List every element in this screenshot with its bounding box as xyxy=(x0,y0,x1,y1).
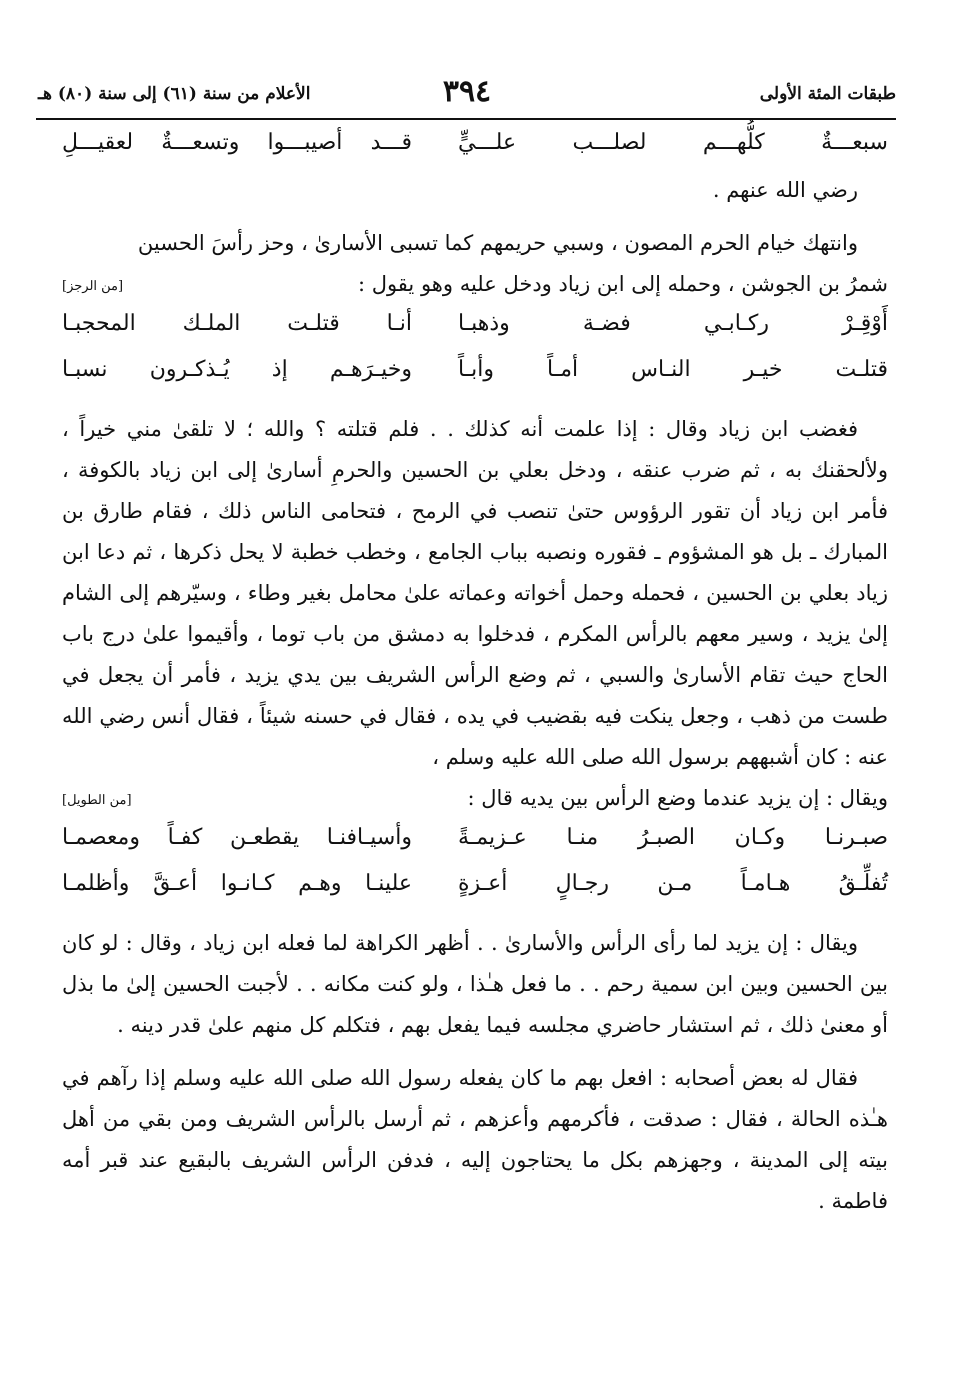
paragraph-with-meter xyxy=(62,264,888,305)
verse-first-hemistich: صبـرنـا وكـان الصبـرُ منـا عـزيمـةً xyxy=(458,825,888,850)
paragraph-with-meter xyxy=(62,778,888,819)
verse-line xyxy=(62,819,888,865)
paragraph: فقال له بعض أصحابه : افعل بهم ما كان يفعله رسول الله صلى الله عليه وسلم إذا رآهم في هـٰذه الحالة ، فقال : صدقت ، فأكرمهم وأعزهم ، ثم أرسل بالرأس الشريف ومن بقي من أهل بيته إلى المدينة ، وجهزهم بكل ما يحتاجون إليه ، فدفن الرأس الشريف بالبقيع عند قبر أمه فاطمة . xyxy=(62,1066,888,1213)
verse-second-hemistich: وخيـرَهـم إذ يُـذكـرون نسبـا xyxy=(62,357,412,382)
paragraph: وانتهك خيام الحرم المصون ، وسبي حريمهم كما تسبى الأسارىٰ ، وحز رأسَ الحسين xyxy=(137,231,858,255)
meter-label: [من الطويل] xyxy=(62,793,132,808)
book-title: طبقات المئة الأولى xyxy=(759,84,896,104)
meter-label: [من الرجز] xyxy=(62,279,124,294)
paragraph: فغضب ابن زياد وقال : إذا علمت أنه كذلك . . فلم قتلته ؟ والله ؛ لا تلقىٰ مني خيراً ، ولألحقنك به ، ثم ضرب عنقه ، ودخل بعلي بن الحسين والحرمِ أسارىٰ إلى ابن زياد بالكوفة ، فأمر ابن زياد أن تقور الرؤوس حتىٰ تنصب في الرمح ، فتحامى الناس ذلك ، فقام طارق بن المبارك ـ بل هو المشؤوم ـ فقوره ونصبه بباب الجامع ، وخطب خطبة لا يحل ذكرها ، ثم دعا ابن زياد بعلي بن الحسين ، فحمله وحمل أخواته وعماته علىٰ محامل بغير وطاء ، وسيّرهم إلى الشام إلىٰ يزيد ، وسير معهم بالرأس المكرم ، فدخلوا به دمشق من باب توما ، وأقيموا علىٰ درج باب الحاج حيث تقام الأسارىٰ والسبي ، ثم وضع الرأس الشريف بين يدي يزيد ، فأمر أن يجعل في طست من ذهب ، وجعل ينكت فيه بقضيب في يده ، فقال في حسنه شيئاً ، فقال أنس رضي الله عنه : كان أشبههم برسول الله صلى الله عليه وسلم ، xyxy=(62,417,888,769)
verse-first-hemistich: تُفلِّـقُ هـامـاً مـن رجـالٍ أعـزةٍ xyxy=(458,871,888,896)
verse-second-hemistich: علينـا وهـم كـانـوا أعـقَّ وأظلمـا xyxy=(62,871,412,896)
verse-second-hemistich: قـــد أصيبـــوا وتسعـــةٌ لعقيـــلِ xyxy=(62,130,412,155)
paragraph: ويقال : إن يزيد لما رأى الرأس والأسارىٰ . . أظهر الكراهة لما فعله ابن زياد ، وقال : لو كان بين الحسين وبين ابن سمية رحم . . ما فعل هـٰذا ، ولو كنت مكانه . . لأجبت الحسين إلىٰ ما بذل أو معنىٰ ذلك ، ثم استشار حاضري مجلسه فيما يفعل بهم ، فتكلم كل منهم علىٰ قدر دينه . xyxy=(62,931,888,1037)
header-rule xyxy=(36,118,896,120)
paragraph: رضي الله عنهم . xyxy=(712,178,858,202)
page-number: ٣٩٤ xyxy=(442,74,492,109)
paragraph-text: ويقال : إن يزيد عندما وضع الرأس بين يديه قال : xyxy=(467,786,888,810)
verse-first-hemistich: قتلـت خيـر النـاس أمـاً وأبـاً xyxy=(458,357,888,382)
verse-line xyxy=(62,305,888,351)
verse-first-hemistich: أَوْقِـرْ ركـابـي فضـة وذهبـا xyxy=(458,311,888,336)
verse-line xyxy=(62,124,888,170)
chapter-title: الأعلام من سنة (٦١) إلى سنة (٨٠) هـ xyxy=(38,84,311,104)
verse-second-hemistich: وأسيـافنـا يقطعـن كفـاً ومعصمـا xyxy=(62,825,412,850)
verse-second-hemistich: أنـا قتلـت الملـك المحجبـا xyxy=(62,311,412,336)
verse-line xyxy=(62,865,888,911)
verse-line xyxy=(62,351,888,397)
paragraph-text: شمرُ بن الجوشن ، وحمله إلى ابن زياد ودخل عليه وهو يقول : xyxy=(357,272,888,296)
page-body xyxy=(62,124,888,1222)
verse-first-hemistich: سبعـــةٌ كلُّهـــم لصلـــب علـــيٍّ xyxy=(458,130,888,155)
running-header xyxy=(38,74,896,114)
